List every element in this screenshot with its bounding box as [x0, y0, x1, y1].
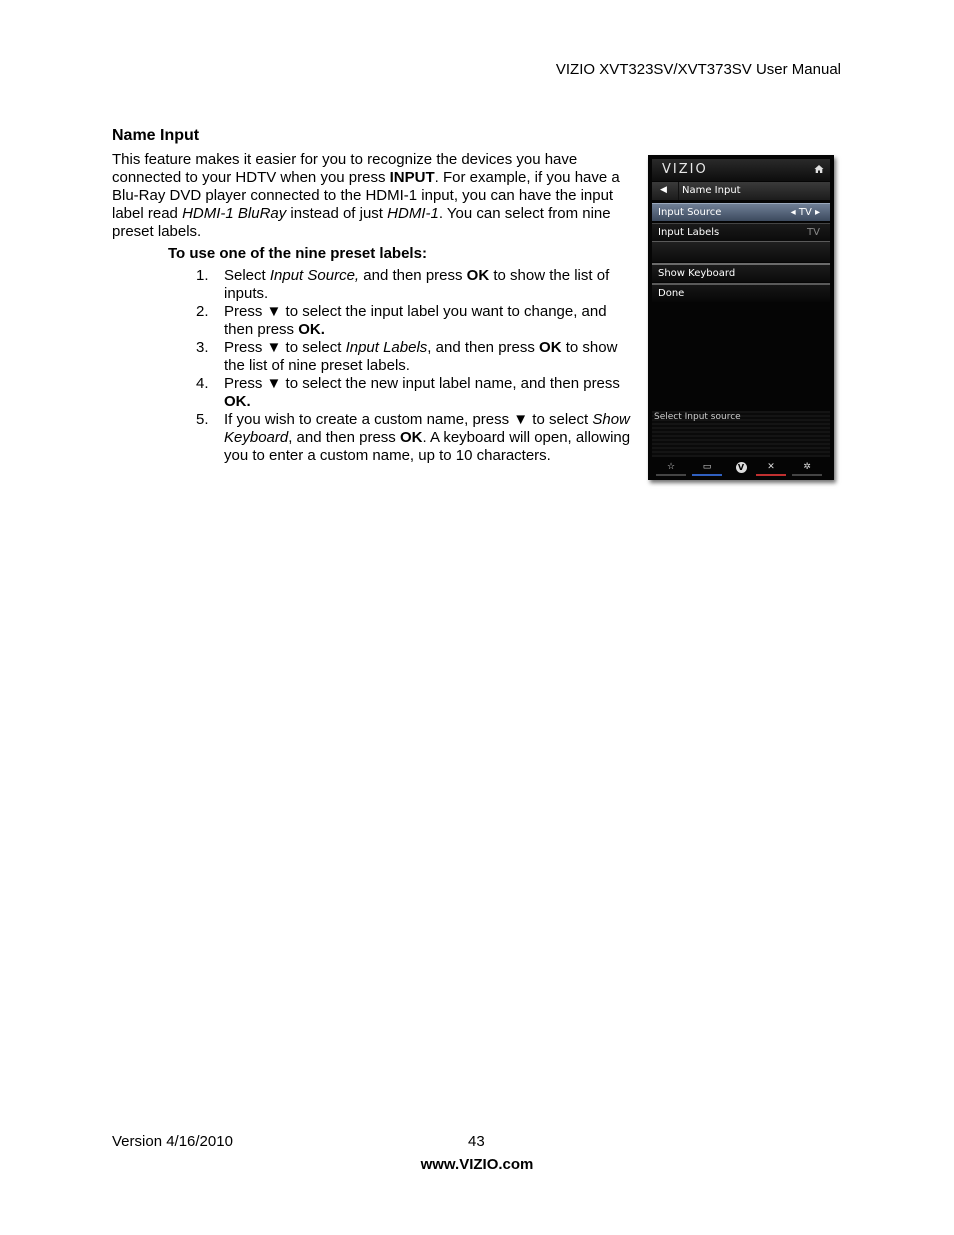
step-text: to show the list of nine preset labels.	[224, 339, 618, 374]
step-number: 5.	[196, 411, 209, 428]
step-bold: OK.	[224, 393, 251, 410]
list-item	[196, 267, 636, 303]
step-number: 4.	[196, 375, 209, 392]
help-text: Select Input source	[654, 412, 741, 422]
home-icon[interactable]	[814, 164, 824, 174]
step-text: If you wish to create a custom name, press ▼ to select	[224, 411, 593, 428]
color-bar	[756, 474, 786, 476]
vizio-logo: VIZIO	[662, 162, 708, 177]
page-header: VIZIO XVT323SV/XVT373SV User Manual	[555, 61, 841, 78]
menu-item-input-source[interactable]	[652, 203, 830, 221]
v-glyph: V	[736, 462, 747, 473]
label-input-field[interactable]	[652, 241, 830, 262]
step-number: 3.	[196, 339, 209, 356]
intro-italic: HDMI-1	[387, 205, 439, 222]
menu-item-label: Done	[658, 288, 685, 299]
step-text: to show the list of inputs.	[224, 267, 610, 302]
back-arrow-icon: ◀	[660, 185, 667, 195]
list-item	[196, 339, 636, 375]
intro-text: . You can select from nine preset labels.	[112, 205, 611, 240]
menu-item-label: Show Keyboard	[658, 268, 736, 279]
footer-version: Version 4/16/2010	[112, 1133, 233, 1150]
step-italic: Input Source,	[269, 267, 360, 284]
step-text: Press ▼ to select the new input label name, and then press	[224, 375, 620, 392]
menu-item-label: Input Source	[658, 207, 722, 218]
menu-item-done[interactable]	[652, 283, 830, 302]
step-italic: Input Labels	[345, 339, 428, 356]
step-text: Select	[224, 267, 270, 284]
step-bold: OK	[539, 339, 562, 356]
sub-heading: To use one of the nine preset labels:	[168, 245, 427, 262]
star-icon[interactable]	[656, 462, 686, 476]
step-text: Press ▼ to select the input label you want to change, and then press	[224, 303, 607, 338]
close-icon[interactable]	[756, 462, 786, 476]
intro-text: This feature makes it easier for you to recognize the devices you have connected to your HDTV when you press	[112, 151, 578, 186]
step-italic: Show Keyboard	[224, 411, 630, 446]
intro-text: . For example, if you have a Blu-Ray DVD player connected to the HDMI-1 input, you can have the input label read	[112, 169, 620, 222]
star-glyph: ☆	[666, 462, 676, 472]
menu-item-label: Input Labels	[658, 227, 720, 238]
widget-glyph: ▭	[702, 462, 712, 472]
step-number: 2.	[196, 303, 209, 320]
intro-paragraph	[112, 151, 637, 241]
section-title: Name Input	[112, 127, 200, 144]
menu-item-value-text: TV	[798, 207, 812, 218]
footer-url: www.VIZIO.com	[420, 1156, 534, 1173]
step-text: . A keyboard will open, allowing you to enter a custom name, up to 10 characters.	[224, 429, 631, 464]
intro-italic: HDMI-1 BluRay	[182, 205, 287, 222]
menu-item-value: TV	[807, 227, 820, 238]
step-text: , and then press	[288, 429, 400, 446]
list-item	[196, 411, 636, 465]
help-text-area	[652, 411, 830, 457]
color-bar	[692, 474, 722, 476]
color-bar	[656, 474, 686, 476]
tv-menu-screenshot	[648, 155, 834, 480]
gear-glyph: ✲	[803, 462, 811, 472]
step-text: and then press	[359, 267, 467, 284]
menu-title: Name Input	[682, 185, 741, 196]
page-number: 43	[468, 1133, 485, 1150]
step-text: , and then press	[427, 339, 540, 356]
step-bold: OK	[399, 429, 423, 446]
step-bold: OK	[466, 267, 490, 284]
close-glyph: ✕	[767, 462, 775, 472]
v-icon[interactable]	[726, 462, 756, 476]
menu-item-show-keyboard[interactable]	[652, 263, 830, 282]
list-item	[196, 375, 636, 411]
step-number: 1.	[196, 267, 209, 284]
intro-bold: INPUT	[389, 169, 435, 186]
step-text: Press ▼ to select	[224, 339, 346, 356]
back-button[interactable]	[652, 182, 830, 200]
tv-menu-top-bar	[652, 159, 830, 181]
steps-list	[196, 267, 636, 465]
tv-footer-buttons	[652, 460, 830, 478]
step-bold: OK.	[298, 321, 325, 338]
list-item	[196, 303, 636, 339]
gear-icon[interactable]	[792, 462, 822, 476]
widget-icon[interactable]	[692, 462, 722, 476]
menu-item-value: ◂ TV ▸	[790, 207, 820, 218]
intro-text: instead of just	[286, 205, 388, 222]
divider	[678, 182, 679, 200]
color-bar	[792, 474, 822, 476]
menu-item-input-labels[interactable]	[652, 223, 830, 241]
